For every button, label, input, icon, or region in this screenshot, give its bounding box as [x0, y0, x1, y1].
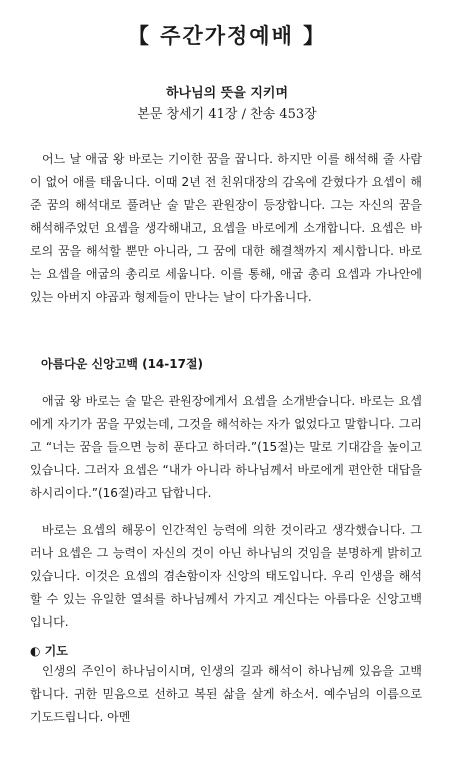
section-heading: 아름다운 신앙고백 (14-17절)	[41, 357, 204, 371]
page-title: 【 주간가정예배 】	[127, 24, 327, 48]
intro-paragraph: 어느 날 애굽 왕 바로는 기이한 꿈을 꿉니다. 하지만 이를 해석해 줄 사람이 없어 애를 태웁니다. 이때 2년 전 친위대장의 감옥에 갇혔다가 요셉이 해준 꿈의 해석대로 풀려난 술 맡은 관원장이 등장합니다. 그는 자신의 꿈을 해석해주었던 요셉을 생각해내고, 요셉을 바로에게 소개합니다. 요셉은 바로의 꿈을 해석할 뿐만 아니라, 그 꿈에 대한 해결책까지 제시합니다. 바로는 요셉을 애굽의 총리로 세웁니다. 이를 통해, 애굽 총리 요셉과 가나안에 있는 아버지 야곱과 형제들이 만나는 날이 다가옵니다.	[30, 152, 422, 304]
prayer-heading: ◐ 기도	[30, 644, 68, 658]
scripture-reference: 본문 창세기 41장 / 찬송 453장	[137, 107, 317, 122]
section-paragraph-2: 바로는 요셉의 해몽이 인간적인 능력에 의한 것이라고 생각했습니다. 그러나 요셉은 그 능력이 자신의 것이 아닌 하나님의 것임을 분명하게 밝히고 있습니다. 이것은 요셉의 겸손함이자 신앙의 태도입니다. 우리 인생을 해석할 수 있는 유일한 열쇠를 하나님께서 가지고 계신다는 아름다운 신앙고백입니다.	[30, 523, 422, 629]
prayer-paragraph: 인생의 주인이 하나님이시며, 인생의 길과 해석이 하나님께 있음을 고백합니다. 귀한 믿음으로 선하고 복된 삶을 살게 하소서. 예수님의 이름으로 기도드립니다. 아멘	[30, 664, 422, 724]
sermon-subtitle: 하나님의 뜻을 지키며	[165, 86, 289, 101]
section-paragraph-1: 애굽 왕 바로는 술 맡은 관원장에게서 요셉을 소개받습니다. 바로는 요셉에게 자기가 꿈을 꾸었는데, 그것을 해석하는 자가 없었다고 말합니다. 그리고 “너는 꿈을 들으면 능히 푼다고 하더라.”(15절)는 말로 기대감을 높이고 있습니다. 그러자 요셉은 “내가 아니라 하나님께서 바로에게 편안한 대답을 하시리이다.”(16절)라고 답합니다.	[30, 394, 422, 500]
